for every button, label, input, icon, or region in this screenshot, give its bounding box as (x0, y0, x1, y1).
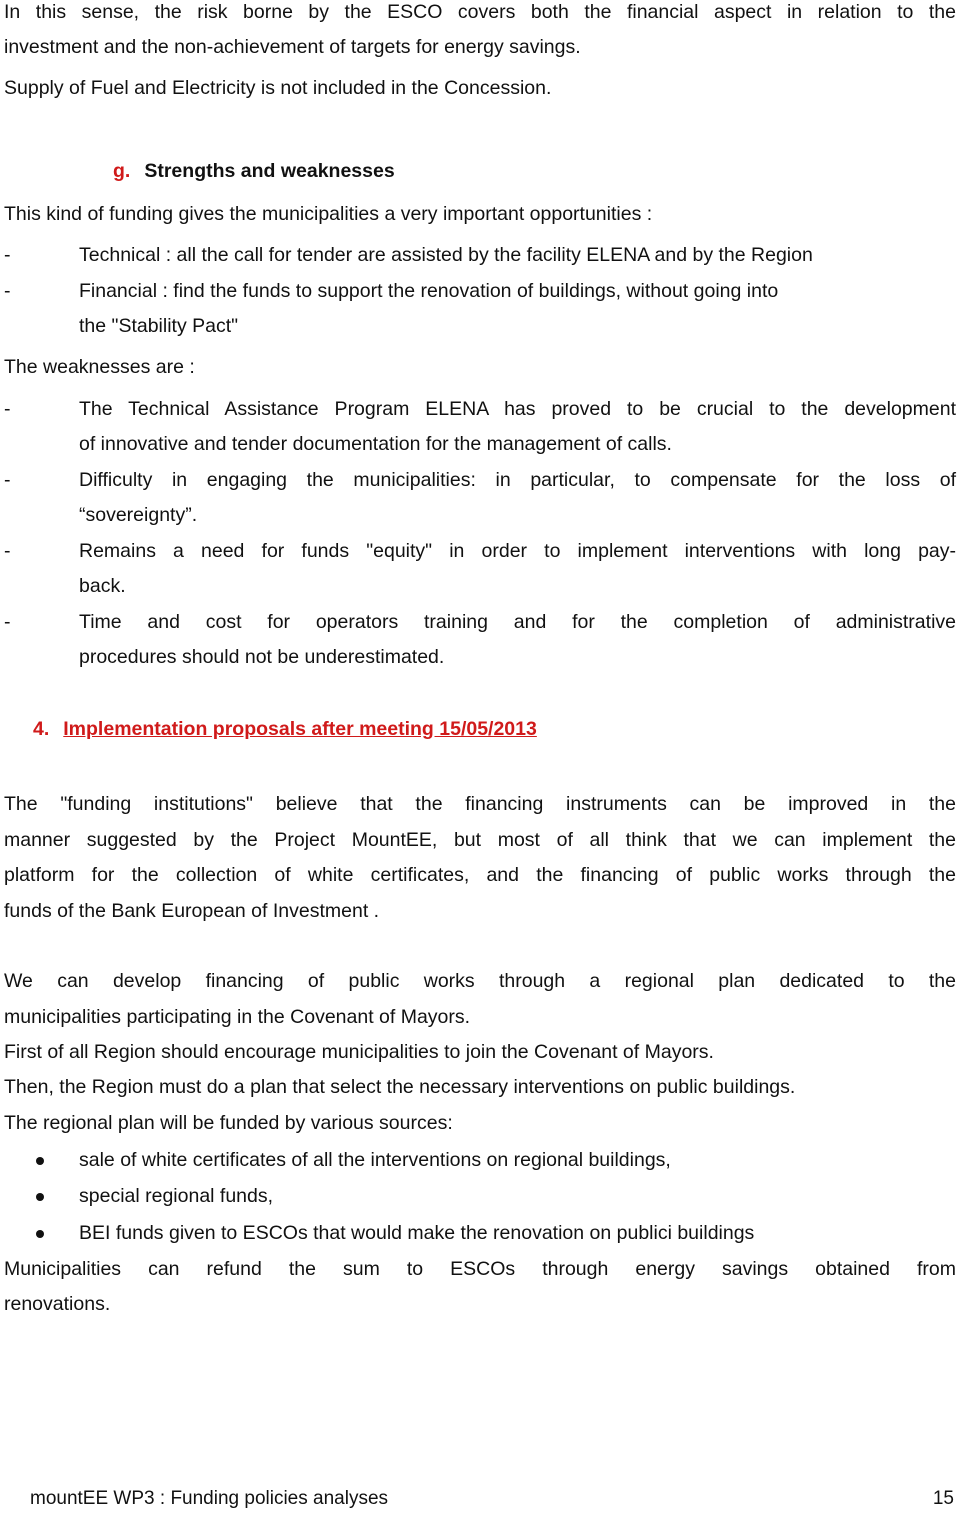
para1-line-1: The "funding institutions" believe that the financing instruments can be improved in the (4, 793, 956, 815)
weaknesses-intro: The weaknesses are : (4, 356, 195, 378)
dash-marker: - (4, 469, 11, 491)
section-g-intro: This kind of funding gives the municipalities a very important opportunities : (4, 203, 653, 225)
weakness-item-1-text-2: of innovative and tender documentation for the management of calls. (79, 433, 672, 455)
source-item-2-text: special regional funds, (79, 1185, 274, 1207)
section-4-heading (33, 712, 537, 747)
dash-marker: - (4, 398, 11, 420)
para1-line-3: platform for the collection of white certificates, and the financing of public works through the (4, 864, 956, 886)
intro-line-3: Supply of Fuel and Electricity is not included in the Concession. (4, 77, 552, 99)
weakness-item-4-text-1: Time and cost for operators training and for the completion of administrative (79, 611, 956, 633)
section-g-title: Strengths and weaknesses (144, 160, 395, 182)
footer-page-number: 15 (932, 1488, 954, 1509)
section-g-heading (113, 154, 395, 189)
source-item-3-text: BEI funds given to ESCOs that would make the renovation on publici buildings (79, 1222, 755, 1244)
weakness-item-2-text-2: “sovereignty”. (79, 504, 198, 526)
footer-title: mountEE WP3 : Funding policies analyses (30, 1488, 389, 1509)
bullet-icon (36, 1230, 44, 1238)
intro-line-2: investment and the non-achievement of targets for energy savings. (4, 36, 581, 58)
section-4-number: 4. (33, 718, 50, 740)
dash-marker: - (4, 280, 11, 302)
para2-line-4: Then, the Region must do a plan that select the necessary interventions on public buildings. (4, 1076, 796, 1098)
para2-line-5: The regional plan will be funded by various sources: (4, 1112, 453, 1134)
bullet-icon (36, 1157, 44, 1165)
para1-line-4: funds of the Bank European of Investment . (4, 900, 380, 922)
para1-line-2: manner suggested by the Project MountEE, but most of all think that we can implement the (4, 829, 956, 851)
para2-line-3: First of all Region should encourage municipalities to join the Covenant of Mayors. (4, 1041, 714, 1063)
dash-marker: - (4, 540, 11, 562)
weakness-item-1-text-1: The Technical Assistance Program ELENA has proved to be crucial to the development (79, 398, 956, 420)
strength-item-2-text-1: Financial : find the funds to support the renovation of buildings, without going into (79, 280, 779, 302)
para3-line-2: renovations. (4, 1293, 111, 1315)
dash-marker: - (4, 244, 11, 266)
para2-line-2: municipalities participating in the Covenant of Mayors. (4, 1006, 471, 1028)
strength-item-2-text-2: the "Stability Pact" (79, 315, 239, 337)
intro-line-1: In this sense, the risk borne by the ESCO covers both the financial aspect in relation to the (4, 1, 956, 23)
para2-line-1: We can develop financing of public works through a regional plan dedicated to the (4, 970, 956, 992)
section-g-letter: g. (113, 160, 131, 182)
bullet-icon (36, 1193, 44, 1201)
weakness-item-3-text-1: Remains a need for funds "equity" in order to implement interventions with long pay- (79, 540, 956, 562)
weakness-item-2-text-1: Difficulty in engaging the municipalities: in particular, to compensate for the loss of (79, 469, 956, 491)
weakness-item-4-text-2: procedures should not be underestimated. (79, 646, 445, 668)
dash-marker: - (4, 611, 11, 633)
source-item-1-text: sale of white certificates of all the interventions on regional buildings, (79, 1149, 671, 1171)
strength-item-1-text: Technical : all the call for tender are assisted by the facility ELENA and by the Region (79, 244, 813, 266)
para3-line-1: Municipalities can refund the sum to ESCOs through energy savings obtained from (4, 1258, 956, 1280)
weakness-item-3-text-2: back. (79, 575, 126, 597)
section-4-title: Implementation proposals after meeting 15/05/2013 (63, 718, 537, 740)
